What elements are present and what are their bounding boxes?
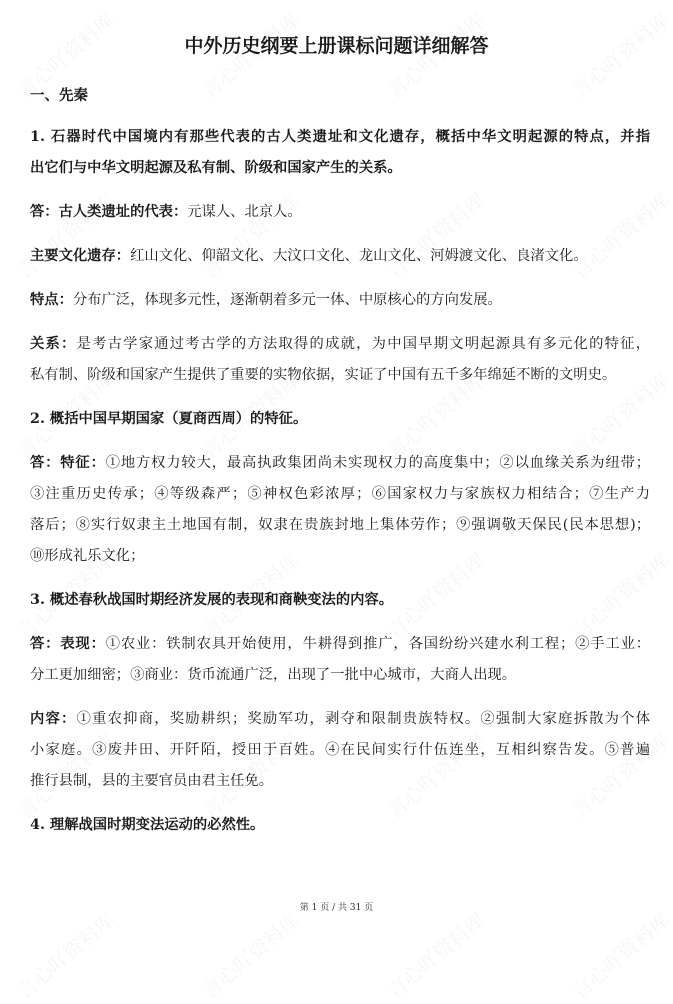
text-line <box>30 241 650 272</box>
line-text: 3. 概述春秋战国时期经济发展的表现和商鞅变法的内容。 <box>30 592 394 608</box>
text-line <box>30 122 650 153</box>
answer-label: 答：特征： <box>30 455 106 471</box>
question <box>30 810 650 841</box>
text-line <box>30 404 650 435</box>
line-text: 分工更加细密；③商业：货币流通广泛，出现了一批中心城市，大商人出现。 <box>30 667 517 683</box>
answer-label: 答：古人类遗址的代表： <box>30 204 188 220</box>
answer-label: 特点： <box>30 292 73 308</box>
text-line <box>30 153 650 184</box>
text-line <box>30 735 650 766</box>
text-line <box>30 479 650 510</box>
answer-label: 关系： <box>30 336 77 352</box>
line-text: ①农业：铁制农具开始使用，牛耕得到推广，各国纷纷兴建水利工程；②手工业： <box>105 636 650 652</box>
line-text: 小家庭。③废井田、开阡陌，授田于百姓。④在民间实行什伍连坐，互相纠察告发。⑤普遍 <box>30 742 650 758</box>
question <box>30 585 650 616</box>
answer-paragraph <box>30 448 650 572</box>
answer-paragraph <box>30 329 650 391</box>
text-line <box>30 285 650 316</box>
answer-label: 主要文化遗存： <box>30 248 131 264</box>
question <box>30 404 650 435</box>
document-body <box>30 122 650 854</box>
document-title: 中外历史纲要上册课标问题详细解答 <box>184 35 489 57</box>
line-text: 是考古学家通过考古学的方法取得的成就，为中国早期文明起源具有多元化的特征， <box>76 336 650 352</box>
text-line <box>30 197 650 228</box>
answer-paragraph <box>30 197 650 228</box>
text-line <box>30 810 650 841</box>
question <box>30 122 650 184</box>
answer-paragraph <box>30 704 650 797</box>
line-text: ⑩形成礼乐文化； <box>30 548 145 564</box>
line-text: 推行县制，县的主要官员由君主任免。 <box>30 773 274 789</box>
answer-label: 内容： <box>30 711 77 727</box>
line-text: 1. 石器时代中国境内有那些代表的古人类遗址和文化遗存，概括中华文明起源的特点，并指 <box>30 129 650 145</box>
answer-paragraph <box>30 629 650 691</box>
line-text: 元谋人、北京人。 <box>187 204 302 220</box>
page-number: 第 1 页 / 共 31 页 <box>299 903 374 913</box>
watermark <box>10 905 121 1004</box>
line-text: ①地方权力较大，最高执政集团尚未实现权力的高度集中；②以血缘关系为纽带； <box>105 455 650 471</box>
watermark <box>195 905 306 1004</box>
text-line <box>30 541 650 572</box>
watermark <box>380 905 491 1004</box>
text-line <box>30 329 650 360</box>
text-line <box>30 585 650 616</box>
line-text: 出它们与中华文明起源及私有制、阶级和国家产生的关系。 <box>30 160 402 176</box>
text-line <box>30 660 650 691</box>
section-heading: 一、先秦 <box>30 87 88 104</box>
line-text: ①重农抑商，奖励耕织；奖励军功，剥夺和限制贵族特权。②强制大家庭拆散为个体 <box>76 711 650 727</box>
text-line <box>30 629 650 660</box>
text-line <box>30 448 650 479</box>
text-line <box>30 704 650 735</box>
text-line <box>30 510 650 541</box>
text-line <box>30 360 650 391</box>
watermark <box>565 905 673 1004</box>
line-text: 红山文化、仰韶文化、大汶口文化、龙山文化、河姆渡文化、良渚文化。 <box>130 248 588 264</box>
text-line <box>30 766 650 797</box>
line-text: 私有制、阶级和国家产生提供了重要的实物依据，实证了中国有五千多年绵延不断的文明史。 <box>30 367 617 383</box>
answer-label: 答：表现： <box>30 636 106 652</box>
answer-paragraph <box>30 285 650 316</box>
line-text: 2. 概括中国早期国家（夏商西周）的特征。 <box>30 411 308 427</box>
line-text: 落后；⑧实行奴隶主土地国有制，奴隶在贵族封地上集体劳作；⑨强调敬天保民(民本思想)； <box>30 517 650 533</box>
line-text: 4. 理解战国时期变法运动的必然性。 <box>30 817 265 833</box>
answer-paragraph <box>30 241 650 272</box>
line-text: ③注重历史传承；④等级森严；⑤神权色彩浓厚；⑥国家权力与家族权力相结合；⑦生产力 <box>30 486 650 502</box>
line-text: 分布广泛，体现多元性，逐渐朝着多元一体、中原核心的方向发展。 <box>72 292 502 308</box>
